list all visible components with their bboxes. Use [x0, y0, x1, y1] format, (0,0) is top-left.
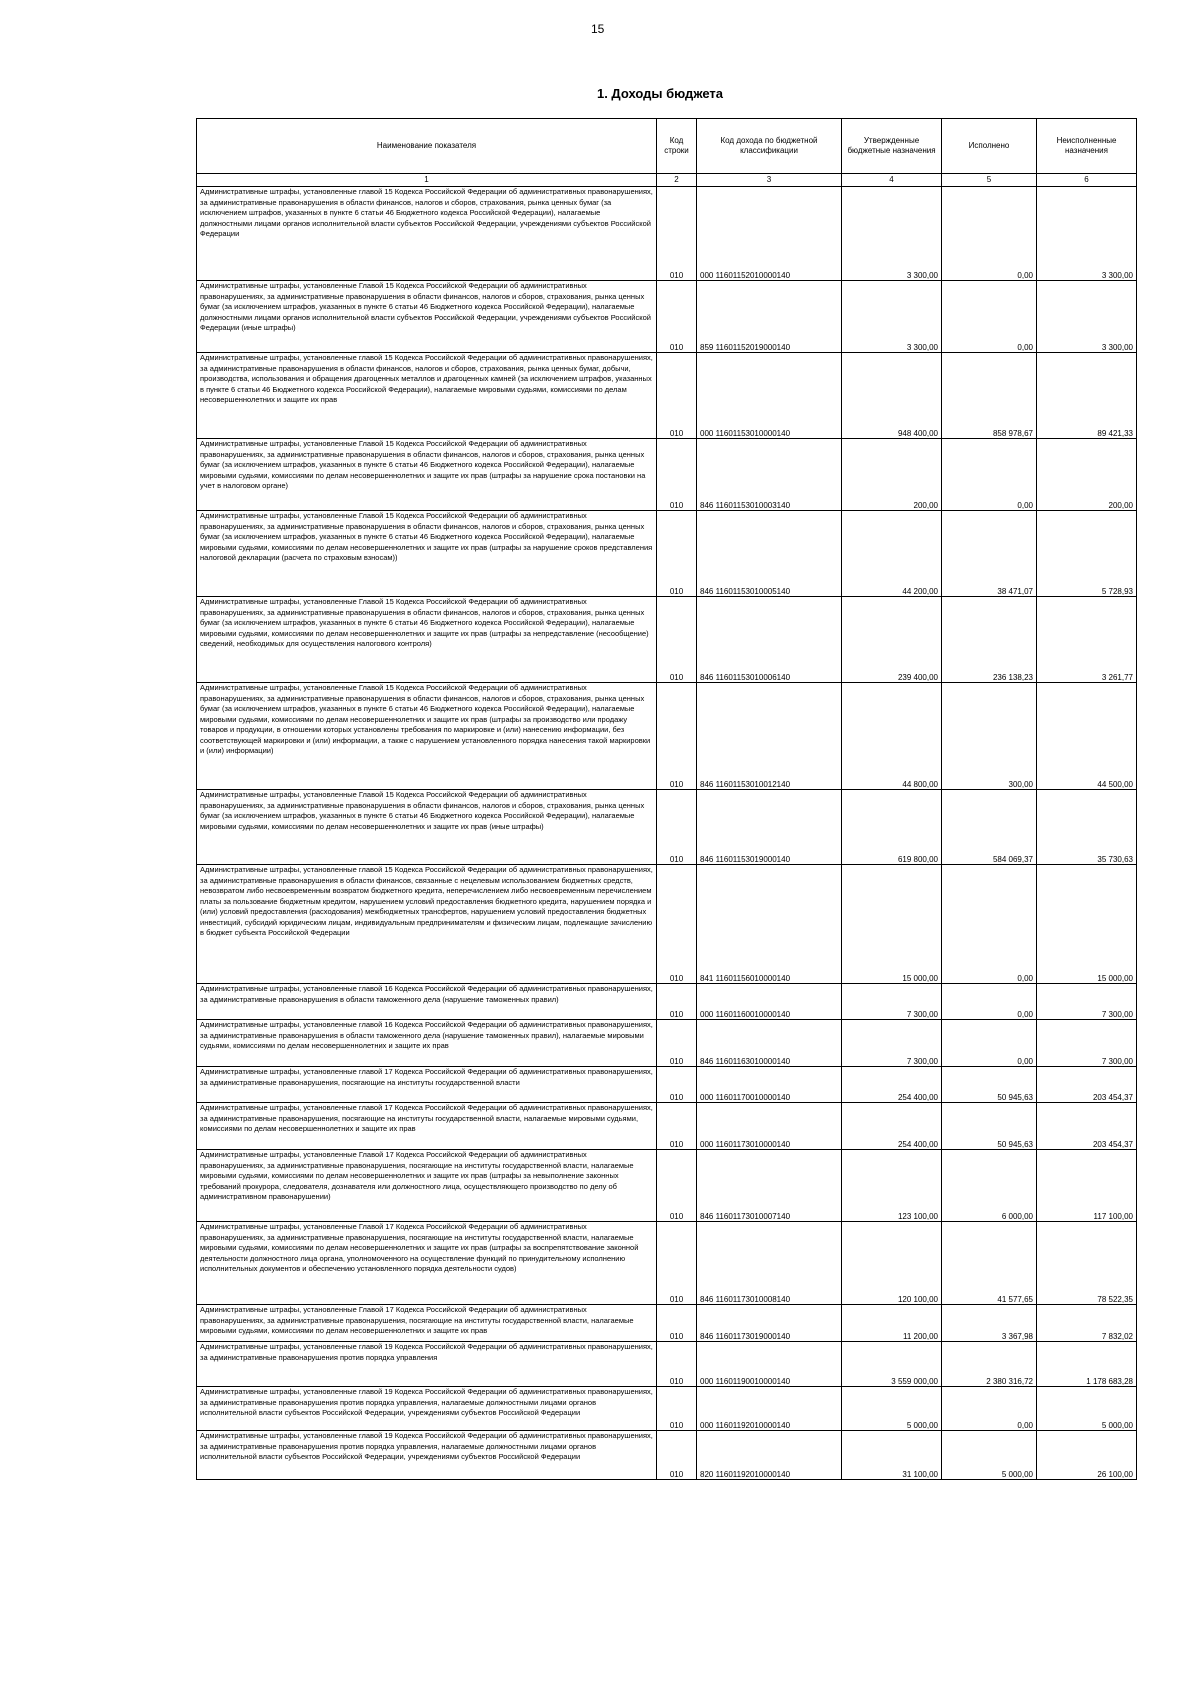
executed-amount: 236 138,23: [942, 597, 1037, 683]
income-code: 820 11601192010000140: [697, 1431, 842, 1480]
row-name: Административные штрафы, установленные Главой 15 Кодекса Российской Федерации об административных правонарушениях, за административные правонарушения в области финансов, налогов и сборов, страхования, рынка ценных бумаг (за исключением штрафов, указанных в пункте 6 статьи 46 Бюджетного кодекса Российской Федерации), налагаемые мировыми судьями, комиссиями по делам несовершеннолетних и защите их прав (штрафы за производство или продажу товаров и продукции, в отношении которых установлены требования по маркировке и (или) нанесению информации, без соответствующей маркировки и (или) информации, а также с нарушением установленного порядка нанесения такой маркировки и (или) информации): [197, 683, 657, 790]
approved-amount: 44 800,00: [842, 683, 942, 790]
unexecuted-amount: 5 728,93: [1037, 511, 1137, 597]
unexecuted-amount: 3 261,77: [1037, 597, 1137, 683]
approved-amount: 44 200,00: [842, 511, 942, 597]
approved-amount: 948 400,00: [842, 353, 942, 439]
row-name: Административные штрафы, установленные главой 19 Кодекса Российской Федерации об административных правонарушениях, за административные правонарушения против порядка управления: [197, 1342, 657, 1387]
column-number: 5: [942, 174, 1037, 187]
approved-amount: 3 559 000,00: [842, 1342, 942, 1387]
approved-amount: 123 100,00: [842, 1150, 942, 1222]
income-code: 846 11601153019000140: [697, 790, 842, 865]
budget-income-table: [196, 118, 1137, 1480]
executed-amount: 0,00: [942, 439, 1037, 511]
header-income-code: Код дохода по бюджетной классификации: [697, 119, 842, 174]
income-code: 000 11601173010000140: [697, 1103, 842, 1150]
executed-amount: 50 945,63: [942, 1067, 1037, 1103]
income-code: 846 11601153010005140: [697, 511, 842, 597]
approved-amount: 3 300,00: [842, 281, 942, 353]
income-code: 000 11601190010000140: [697, 1342, 842, 1387]
approved-amount: 31 100,00: [842, 1431, 942, 1480]
row-code: 010: [657, 281, 697, 353]
document-title: 1. Доходы бюджета: [596, 86, 724, 101]
table-row: [197, 790, 1137, 865]
unexecuted-amount: 89 421,33: [1037, 353, 1137, 439]
table-row: [197, 281, 1137, 353]
approved-amount: 11 200,00: [842, 1305, 942, 1342]
unexecuted-amount: 26 100,00: [1037, 1431, 1137, 1480]
row-name: Административные штрафы, установленные главой 16 Кодекса Российской Федерации об административных правонарушениях, за административные правонарушения в области таможенного дела (нарушение таможенных правил): [197, 984, 657, 1020]
table-row: [197, 1387, 1137, 1431]
approved-amount: 200,00: [842, 439, 942, 511]
income-code: 000 11601152010000140: [697, 187, 842, 281]
row-name: Административные штрафы, установленные Главой 17 Кодекса Российской Федерации об административных правонарушениях, за административные правонарушения, посягающие на институты государственной власти, налагаемые мировыми судьями, комиссиями по делам несовершеннолетних и защите их прав (штрафы за воспрепятствование законной деятельности должностного лица органа, уполномоченного на осуществление функций по принудительному исполнению исполнительных документов и обеспечению установленного порядка деятельности судов): [197, 1222, 657, 1305]
row-code: 010: [657, 439, 697, 511]
executed-amount: 0,00: [942, 1020, 1037, 1067]
income-code: 000 11601170010000140: [697, 1067, 842, 1103]
row-code: 010: [657, 511, 697, 597]
table-row: [197, 683, 1137, 790]
executed-amount: 5 000,00: [942, 1431, 1037, 1480]
income-code: 846 11601163010000140: [697, 1020, 842, 1067]
approved-amount: 5 000,00: [842, 1387, 942, 1431]
unexecuted-amount: 78 522,35: [1037, 1222, 1137, 1305]
table-row: [197, 353, 1137, 439]
row-name: Административные штрафы, установленные главой 15 Кодекса Российской Федерации об административных правонарушениях, за административные правонарушения в области финансов, связанные с нецелевым использованием бюджетных средств, невозвратом либо несвоевременным возвратом бюджетного кредита, неперечислением либо несвоевременным перечислением платы за пользование бюджетным кредитом, нарушением условий предоставления бюджетного кредита, нарушением порядка и (или) условий предоставления (расходования) межбюджетных трансфертов, нарушением условий предоставления бюджетных инвестиций, субсидий юридическим лицам, индивидуальным предпринимателям и физическим лицам, подлежащие зачислению в бюджет субъекта Российской Федерации: [197, 865, 657, 984]
income-code: 846 11601153010012140: [697, 683, 842, 790]
row-name: Административные штрафы, установленные главой 16 Кодекса Российской Федерации об административных правонарушениях, за административные правонарушения в области таможенного дела (нарушение таможенных правил), налагаемые мировыми судьями, комиссиями по делам несовершеннолетних и защите их прав: [197, 1020, 657, 1067]
row-name: Административные штрафы, установленные Главой 15 Кодекса Российской Федерации об административных правонарушениях, за административные правонарушения в области финансов, налогов и сборов, страхования, рынка ценных бумаг (за исключением штрафов, указанных в пункте 6 статьи 46 Бюджетного кодекса Российской Федерации), налагаемые мировыми судьями, комиссиями по делам несовершеннолетних и защите их прав (штрафы за непредставление (несообщение) сведений, необходимых для осуществления налогового контроля): [197, 597, 657, 683]
approved-amount: 120 100,00: [842, 1222, 942, 1305]
row-code: 010: [657, 790, 697, 865]
unexecuted-amount: 5 000,00: [1037, 1387, 1137, 1431]
row-name: Административные штрафы, установленные Главой 17 Кодекса Российской Федерации об административных правонарушениях, за административные правонарушения, посягающие на институты государственной власти, налагаемые мировыми судьями, комиссиями по делам несовершеннолетних и защите их прав (штрафы за невыполнение законных требований прокурора, следователя, дознавателя или должностного лица, осуществляющего производство по делу об административном правонарушении): [197, 1150, 657, 1222]
table-row: [197, 1305, 1137, 1342]
table-row: [197, 1103, 1137, 1150]
approved-amount: 619 800,00: [842, 790, 942, 865]
header-approved: Утвержденные бюджетные назначения: [842, 119, 942, 174]
header-indicator-name: Наименование показателя: [197, 119, 657, 174]
approved-amount: 7 300,00: [842, 984, 942, 1020]
income-code: 841 11601156010000140: [697, 865, 842, 984]
unexecuted-amount: 203 454,37: [1037, 1103, 1137, 1150]
row-code: 010: [657, 984, 697, 1020]
unexecuted-amount: 1 178 683,28: [1037, 1342, 1137, 1387]
row-code: 010: [657, 1342, 697, 1387]
income-code: 846 11601153010003140: [697, 439, 842, 511]
table-row: [197, 511, 1137, 597]
row-code: 010: [657, 1103, 697, 1150]
income-code: 000 11601153010000140: [697, 353, 842, 439]
row-code: 010: [657, 597, 697, 683]
row-code: 010: [657, 1431, 697, 1480]
column-number: 1: [197, 174, 657, 187]
executed-amount: 6 000,00: [942, 1150, 1037, 1222]
approved-amount: 239 400,00: [842, 597, 942, 683]
executed-amount: 0,00: [942, 984, 1037, 1020]
column-number: 2: [657, 174, 697, 187]
unexecuted-amount: 3 300,00: [1037, 187, 1137, 281]
row-name: Административные штрафы, установленные Главой 15 Кодекса Российской Федерации об административных правонарушениях, за административные правонарушения в области финансов, налогов и сборов, страхования, рынка ценных бумаг (за исключением штрафов, указанных в пункте 6 статьи 46 Бюджетного кодекса Российской Федерации), налагаемые мировыми судьями, комиссиями по делам несовершеннолетних и защите их прав (иные штрафы): [197, 790, 657, 865]
unexecuted-amount: 15 000,00: [1037, 865, 1137, 984]
table-row: [197, 865, 1137, 984]
executed-amount: 3 367,98: [942, 1305, 1037, 1342]
executed-amount: 0,00: [942, 281, 1037, 353]
row-name: Административные штрафы, установленные Главой 15 Кодекса Российской Федерации об административных правонарушениях, за административные правонарушения в области финансов, налогов и сборов, страхования, рынка ценных бумаг (за исключением штрафов, указанных в пункте 6 статьи 46 Бюджетного кодекса Российской Федерации), налагаемые мировыми судьями, комиссиями по делам несовершеннолетних и защите их прав (штрафы за нарушение срока постановки на учет в налоговом органе): [197, 439, 657, 511]
table-row: [197, 187, 1137, 281]
unexecuted-amount: 35 730,63: [1037, 790, 1137, 865]
income-code: 000 11601160010000140: [697, 984, 842, 1020]
row-code: 010: [657, 683, 697, 790]
column-numbers-row: [197, 174, 1137, 187]
unexecuted-amount: 7 300,00: [1037, 984, 1137, 1020]
header-unexecuted: Неисполненные назначения: [1037, 119, 1137, 174]
executed-amount: 38 471,07: [942, 511, 1037, 597]
executed-amount: 2 380 316,72: [942, 1342, 1037, 1387]
table-row: [197, 1020, 1137, 1067]
row-name: Административные штрафы, установленные главой 15 Кодекса Российской Федерации об административных правонарушениях, за административные правонарушения в области финансов, налогов и сборов, страхования, рынка ценных бумаг, добычи, производства, использования и обращения драгоценных металлов и драгоценных камней (за исключением штрафов, указанных в пункте 6 статьи 46 Бюджетного кодекса Российской Федерации), налагаемые мировыми судьями, комиссиями по делам несовершеннолетних и защите их прав: [197, 353, 657, 439]
header-row-code: Код строки: [657, 119, 697, 174]
income-code: 000 11601192010000140: [697, 1387, 842, 1431]
executed-amount: 0,00: [942, 865, 1037, 984]
row-code: 010: [657, 353, 697, 439]
column-number: 4: [842, 174, 942, 187]
page-number: 15: [591, 22, 605, 36]
approved-amount: 254 400,00: [842, 1067, 942, 1103]
table-header-row: [197, 119, 1137, 174]
row-code: 010: [657, 1222, 697, 1305]
row-code: 010: [657, 1305, 697, 1342]
approved-amount: 254 400,00: [842, 1103, 942, 1150]
row-code: 010: [657, 1020, 697, 1067]
column-number: 6: [1037, 174, 1137, 187]
executed-amount: 858 978,67: [942, 353, 1037, 439]
approved-amount: 3 300,00: [842, 187, 942, 281]
income-code: 859 11601152019000140: [697, 281, 842, 353]
row-code: 010: [657, 1067, 697, 1103]
executed-amount: 0,00: [942, 187, 1037, 281]
unexecuted-amount: 7 832,02: [1037, 1305, 1137, 1342]
row-name: Административные штрафы, установленные Главой 15 Кодекса Российской Федерации об административных правонарушениях, за административные правонарушения в области финансов, налогов и сборов, страхования, рынка ценных бумаг (за исключением штрафов, указанных в пункте 6 статьи 46 Бюджетного кодекса Российской Федерации), налагаемые мировыми судьями, комиссиями по делам несовершеннолетних и защите их прав (штрафы за нарушение сроков представления налоговой декларации (расчета по страховым взносам)): [197, 511, 657, 597]
row-code: 010: [657, 1387, 697, 1431]
row-name: Административные штрафы, установленные Главой 15 Кодекса Российской Федерации об административных правонарушениях, за административные правонарушения в области финансов, налогов и сборов, страхования, рынка ценных бумаг (за исключением штрафов, указанных в пункте 6 статьи 46 Бюджетного кодекса Российской Федерации), налагаемые должностными лицами органов исполнительной власти субъектов Российской Федерации, учреждениями субъектов Российской Федерации (иные штрафы): [197, 281, 657, 353]
table-row: [197, 1431, 1137, 1480]
approved-amount: 15 000,00: [842, 865, 942, 984]
executed-amount: 50 945,63: [942, 1103, 1037, 1150]
income-code: 846 11601173010008140: [697, 1222, 842, 1305]
row-name: Административные штрафы, установленные главой 19 Кодекса Российской Федерации об административных правонарушениях, за административные правонарушения против порядка управления, налагаемые должностными лицами органов исполнительной власти субъектов Российской Федерации, учреждениями субъектов Российской Федерации: [197, 1387, 657, 1431]
executed-amount: 300,00: [942, 683, 1037, 790]
executed-amount: 0,00: [942, 1387, 1037, 1431]
unexecuted-amount: 200,00: [1037, 439, 1137, 511]
approved-amount: 7 300,00: [842, 1020, 942, 1067]
row-name: Административные штрафы, установленные Главой 17 Кодекса Российской Федерации об административных правонарушениях, за административные правонарушения, посягающие на институты государственной власти, налагаемые мировыми судьями, комиссиями по делам несовершеннолетних и защите их прав: [197, 1305, 657, 1342]
income-code: 846 11601173019000140: [697, 1305, 842, 1342]
executed-amount: 41 577,65: [942, 1222, 1037, 1305]
table-row: [197, 1067, 1137, 1103]
table-row: [197, 1150, 1137, 1222]
table-row: [197, 1222, 1137, 1305]
unexecuted-amount: 203 454,37: [1037, 1067, 1137, 1103]
income-code: 846 11601153010006140: [697, 597, 842, 683]
row-code: 010: [657, 187, 697, 281]
table-row: [197, 984, 1137, 1020]
row-name: Административные штрафы, установленные главой 15 Кодекса Российской Федерации об административных правонарушениях, за административные правонарушения в области финансов, налогов и сборов, страхования, рынка ценных бумаг (за исключением штрафов, указанных в пункте 6 статьи 46 Бюджетного кодекса Российской Федерации), налагаемые должностными лицами органов исполнительной власти субъектов Российской Федерации, учреждениями субъектов Российской Федерации: [197, 187, 657, 281]
unexecuted-amount: 117 100,00: [1037, 1150, 1137, 1222]
row-name: Административные штрафы, установленные главой 17 Кодекса Российской Федерации об административных правонарушениях, за административные правонарушения, посягающие на институты государственной власти: [197, 1067, 657, 1103]
executed-amount: 584 069,37: [942, 790, 1037, 865]
row-name: Административные штрафы, установленные главой 19 Кодекса Российской Федерации об административных правонарушениях, за административные правонарушения против порядка управления, налагаемые должностными лицами органов исполнительной власти субъектов Российской Федерации, учреждениями субъектов Российской Федерации: [197, 1431, 657, 1480]
row-name: Административные штрафы, установленные главой 17 Кодекса Российской Федерации об административных правонарушениях, за административные правонарушения, посягающие на институты государственной власти, налагаемые мировыми судьями, комиссиями по делам несовершеннолетних и защите их прав: [197, 1103, 657, 1150]
income-code: 846 11601173010007140: [697, 1150, 842, 1222]
row-code: 010: [657, 865, 697, 984]
table-row: [197, 439, 1137, 511]
table-row: [197, 597, 1137, 683]
unexecuted-amount: 3 300,00: [1037, 281, 1137, 353]
header-executed: Исполнено: [942, 119, 1037, 174]
table-row: [197, 1342, 1137, 1387]
unexecuted-amount: 44 500,00: [1037, 683, 1137, 790]
unexecuted-amount: 7 300,00: [1037, 1020, 1137, 1067]
column-number: 3: [697, 174, 842, 187]
row-code: 010: [657, 1150, 697, 1222]
